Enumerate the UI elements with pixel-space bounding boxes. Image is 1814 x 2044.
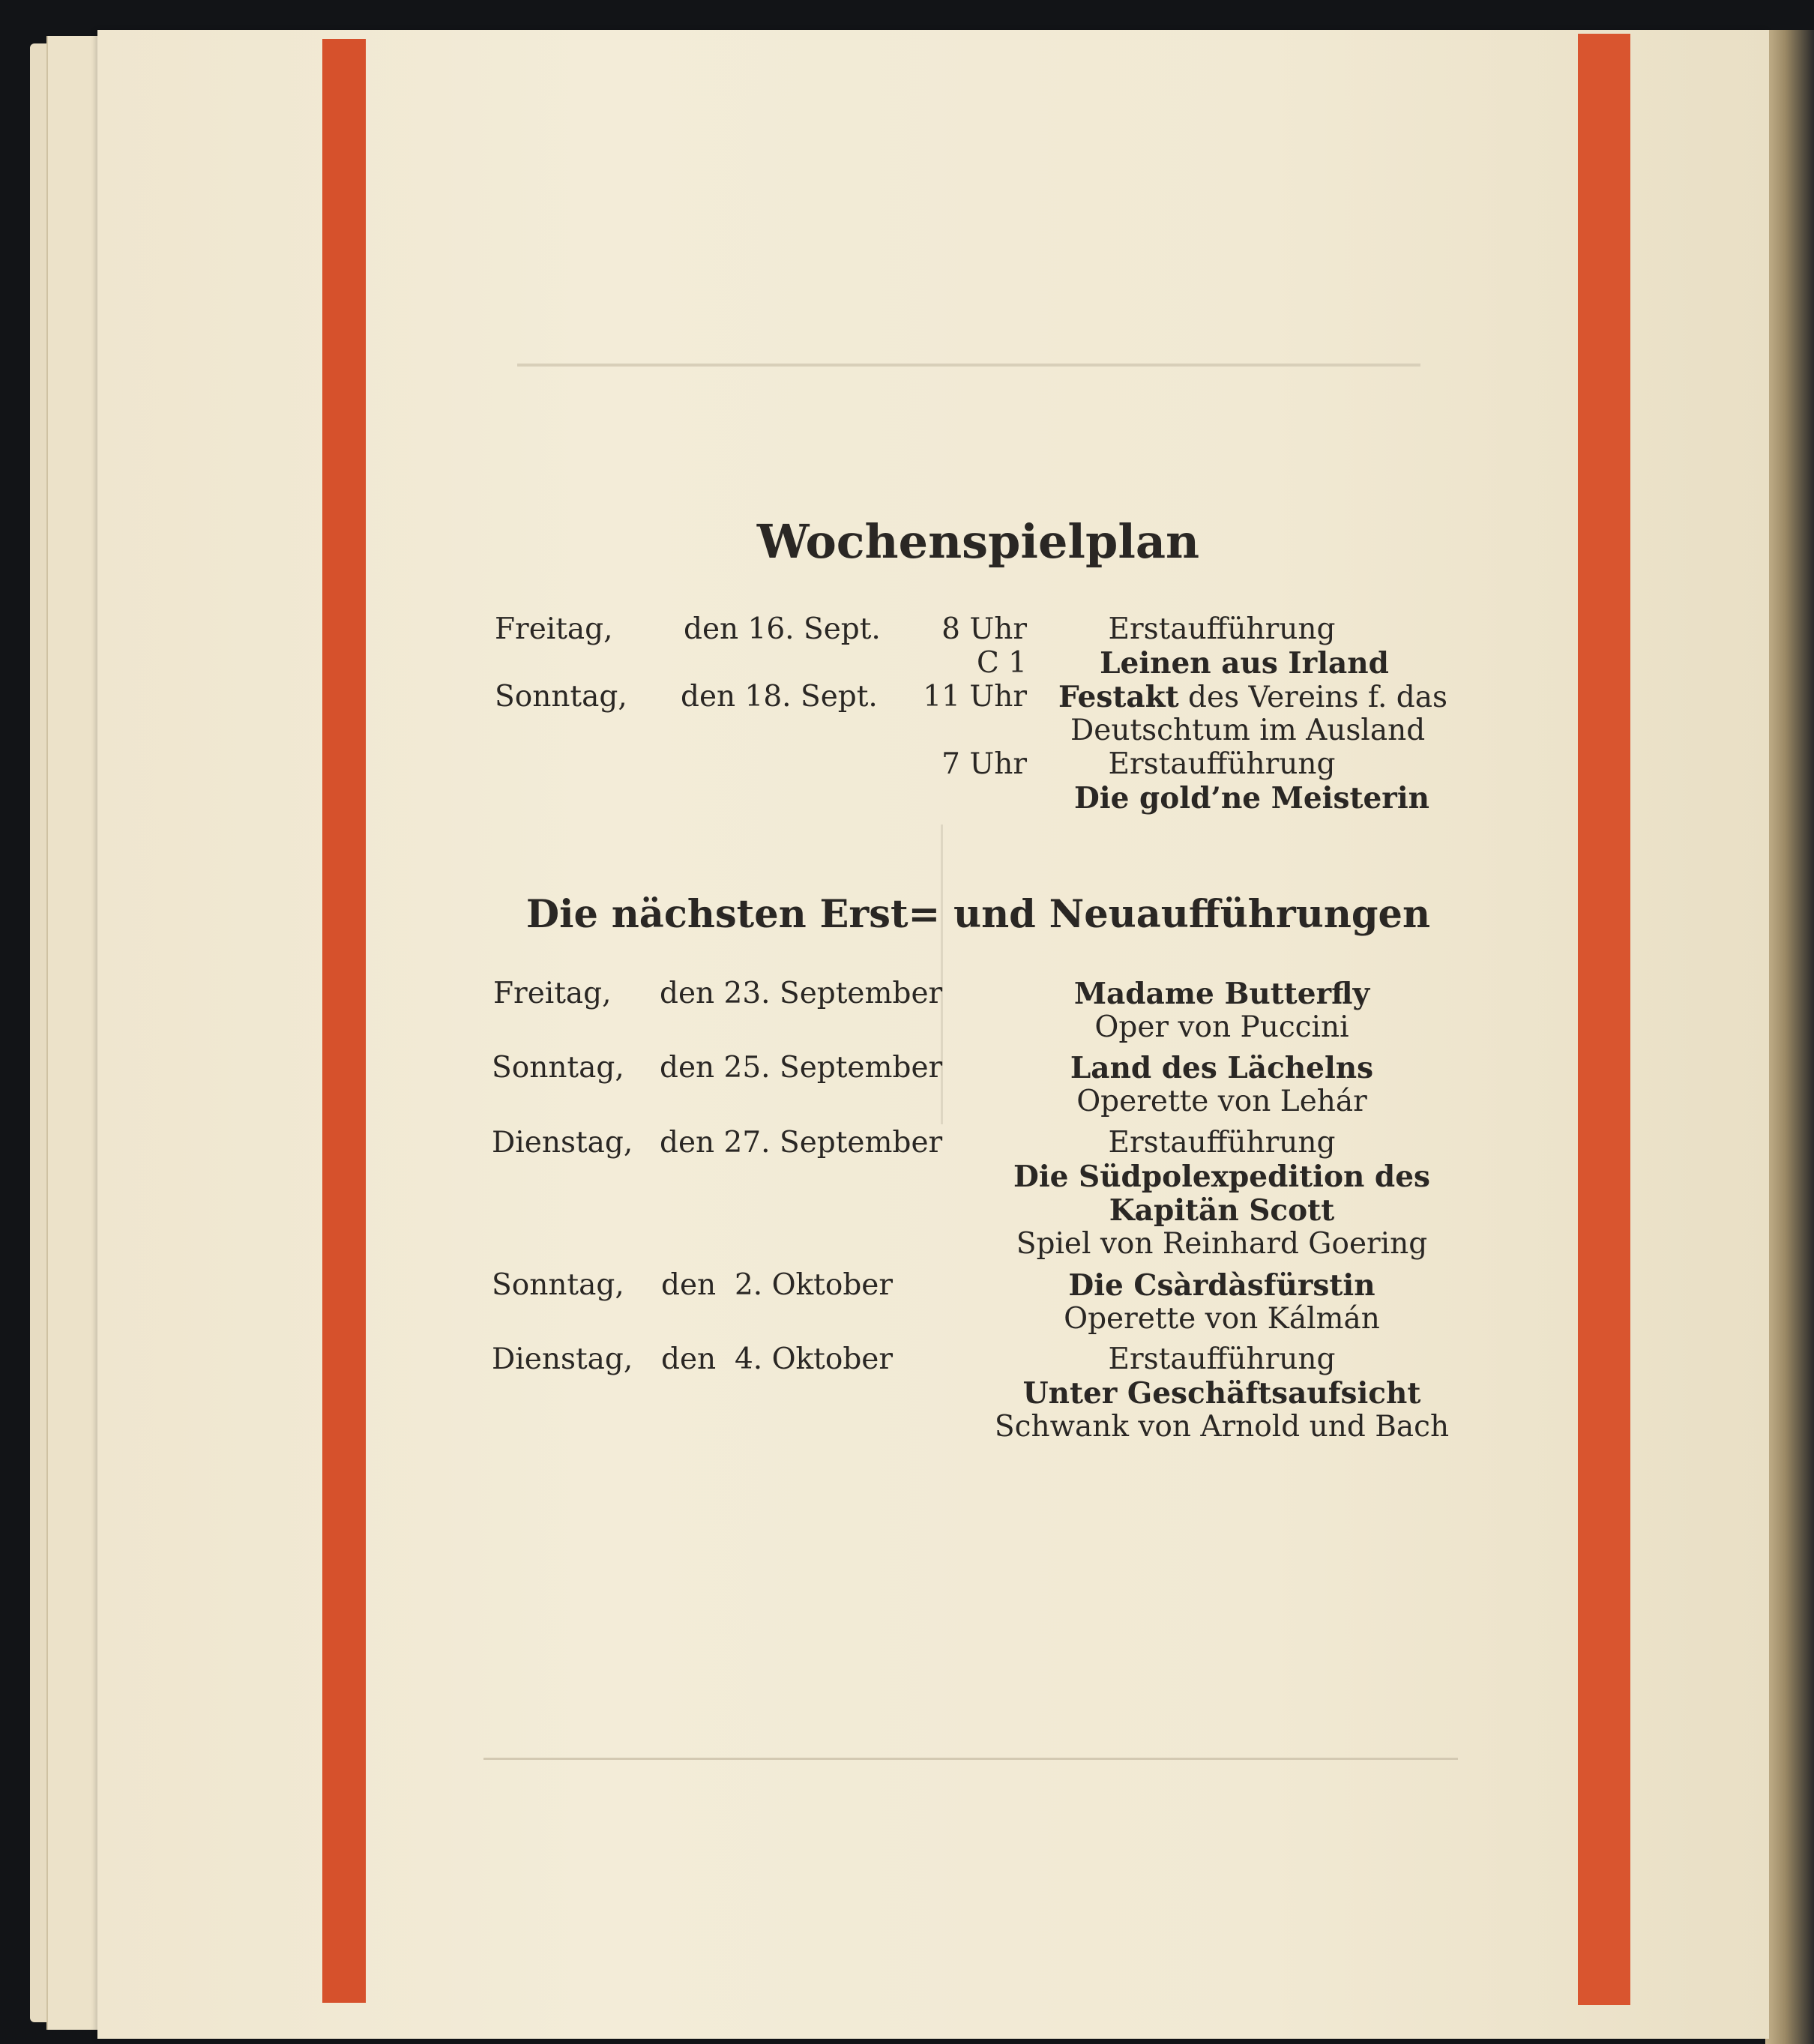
upcoming-2-date: den 25. September [660, 1051, 943, 1085]
week-entry-2-date: den 18. Sept. [681, 680, 878, 714]
upcoming-5-label: Erstaufführung [1108, 1342, 1336, 1376]
week-entry-2-title-rest: des Vereins f. das [1178, 681, 1447, 714]
week-entry-1-title: Leinen aus Irland [1100, 646, 1389, 681]
week-entry-2-title-bold: Festakt [1058, 680, 1179, 714]
show-through-rule-bottom [483, 1758, 1458, 1760]
week-entry-3-title: Die gold’ne Meisterin [1073, 781, 1430, 816]
upcoming-3-label: Erstaufführung [1108, 1126, 1336, 1160]
week-entry-2-time: 11 Uhr [923, 680, 1027, 714]
upcoming-2-subtitle: Operette von Lehár [1076, 1085, 1367, 1118]
week-entry-1-day: Freitag, [495, 612, 613, 646]
upcoming-3-title-line2: Kapitän Scott [1109, 1193, 1335, 1228]
show-through-subtitle [517, 315, 1424, 352]
upcoming-2-title: Land des Lächelns [1070, 1051, 1374, 1085]
upcoming-4-subtitle: Operette von Kálmán [1064, 1302, 1380, 1336]
week-entry-1-date: den 16. Sept. [684, 612, 881, 646]
upcoming-2-day: Sonntag, [492, 1051, 624, 1085]
upcoming-5-title: Unter Geschäftsaufsicht [1022, 1376, 1421, 1411]
right-red-stripe [1578, 34, 1630, 2005]
upcoming-3-date: den 27. September [660, 1126, 943, 1160]
show-through-rule [517, 364, 1420, 367]
upcoming-5-day: Dienstag, [492, 1342, 633, 1376]
upcoming-4-date: den 2. Oktober [661, 1268, 894, 1302]
upcoming-1-subtitle: Oper von Puccini [1094, 1010, 1349, 1044]
week-entry-2-title [1058, 680, 1447, 715]
week-plan-title: Wochenspielplan [756, 514, 1200, 569]
upcoming-3-day: Dienstag, [492, 1126, 633, 1160]
upcoming-4-title: Die Csàrdàsfürstin [1068, 1268, 1375, 1303]
week-entry-1-label: Erstaufführung [1108, 612, 1336, 646]
week-entry-3-label: Erstaufführung [1108, 747, 1336, 781]
week-entry-1-time: 8 Uhr [941, 612, 1027, 646]
upcoming-title: Die nächsten Erst= und Neuaufführungen [525, 892, 1431, 937]
book-spine [1765, 30, 1814, 2044]
week-entry-3-time: 7 Uhr [941, 747, 1027, 781]
upcoming-1-day: Freitag, [493, 977, 612, 1010]
upcoming-3-title-line1: Die Südpolexpedition des [1013, 1160, 1430, 1194]
week-entry-2-day: Sonntag, [495, 680, 627, 714]
upcoming-4-day: Sonntag, [492, 1268, 624, 1302]
upcoming-5-subtitle: Schwank von Arnold und Bach [994, 1410, 1450, 1444]
week-entry-1-series: C 1 [976, 646, 1027, 680]
upcoming-3-subtitle: Spiel von Reinhard Goering [1016, 1227, 1428, 1261]
upcoming-1-title: Madame Butterfly [1073, 977, 1370, 1011]
show-through-title [510, 214, 1432, 311]
upcoming-5-date: den 4. Oktober [661, 1342, 894, 1376]
left-red-stripe [322, 39, 366, 2003]
week-entry-2-title-line2: Deutschtum im Ausland [1070, 714, 1426, 747]
upcoming-1-date: den 23. September [660, 977, 943, 1010]
